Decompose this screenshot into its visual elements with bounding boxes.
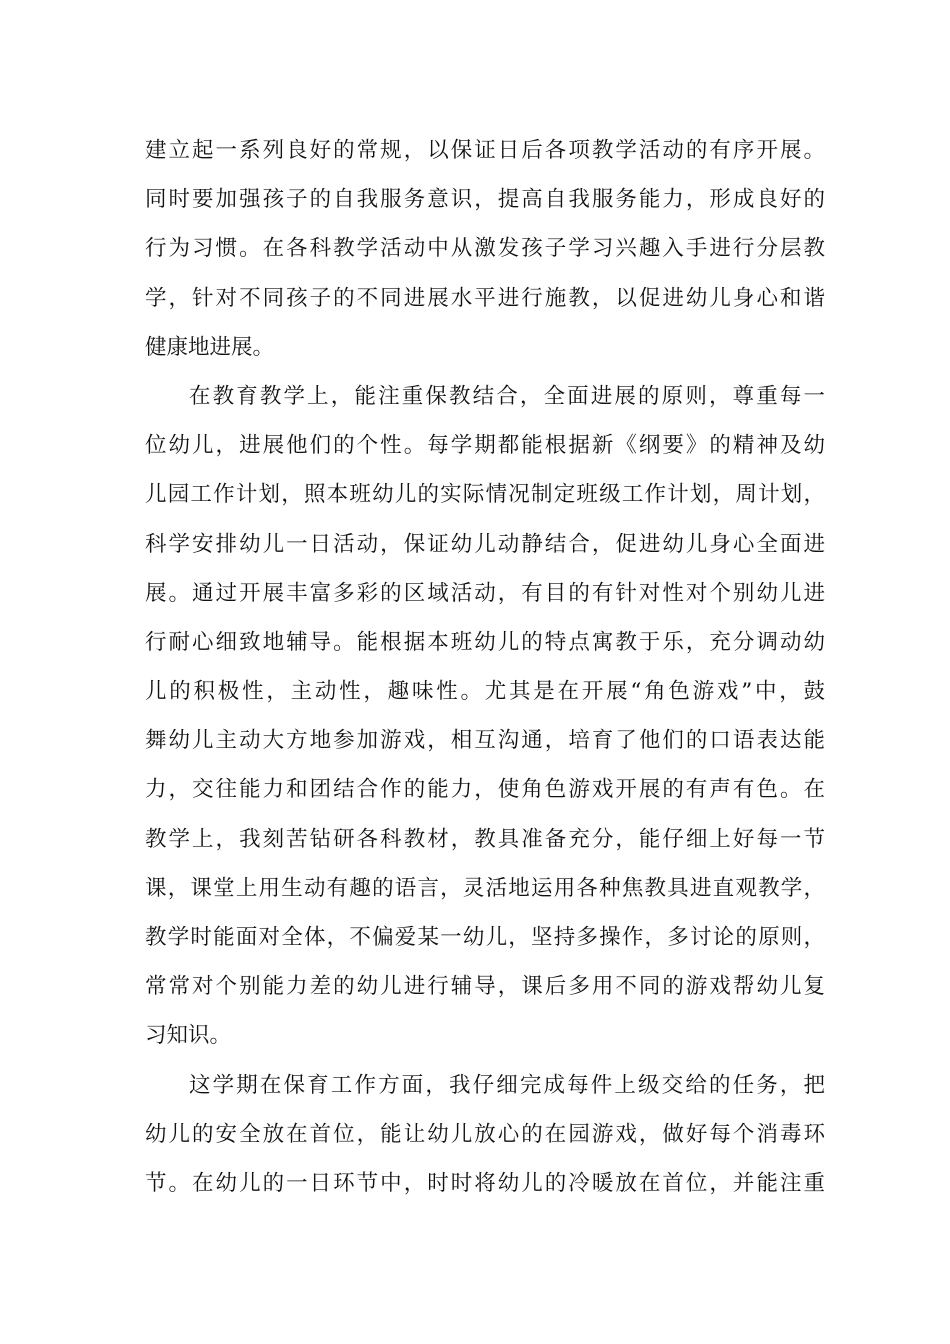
- text-line: 这学期在保育工作方面，我仔细完成每件上级交给的任务，把: [189, 1072, 825, 1098]
- text-line: 教学时能面对全体，不偏爱某一幼儿，坚持多操作，多讨论的原则，: [145, 925, 825, 950]
- text-line: 展。通过开展丰富多彩的区域活动，有目的有针对性对个别幼儿进: [145, 580, 825, 606]
- text-line: 科学安排幼儿一日活动，保证幼儿动静结合，促进幼儿身心全面进: [145, 531, 825, 557]
- text-line: 建立起一系列良好的常规，以保证日后各项教学活动的有序开展。: [145, 138, 825, 163]
- text-line: 教学上，我刻苦钻研各科教材，教具准备充分，能仔细上好每一节: [145, 826, 825, 852]
- text-line: 习知识。: [145, 1023, 232, 1049]
- text-line: 学，针对不同孩子的不同进展水平进行施教，以促进幼儿身心和谐: [145, 285, 825, 311]
- text-line: 儿园工作计划，照本班幼儿的实际情况制定班级工作计划，周计划，: [145, 482, 825, 508]
- text-line: 位幼儿，进展他们的个性。每学期都能根据新《纲要》的精神及幼: [145, 433, 825, 459]
- text-line: 健康地进展。: [145, 334, 275, 360]
- text-line: 力，交往能力和团结合作的能力，使角色游戏开展的有声有色。在: [145, 777, 825, 803]
- text-line: 舞幼儿主动大方地参加游戏，相互沟通，培育了他们的口语表达能: [145, 728, 825, 754]
- text-line: 在教育教学上，能注重保教结合，全面进展的原则，尊重每一: [189, 383, 825, 409]
- text-line: 儿的积极性，主动性，趣味性。尤其是在开展“角色游戏”中，鼓: [145, 679, 825, 705]
- text-line: 同时要加强孩子的自我服务意识，提高自我服务能力，形成良好的: [145, 187, 825, 213]
- body-text: [145, 126, 825, 1208]
- text-line: 行为习惯。在各科教学活动中从激发孩子学习兴趣入手进行分层教: [145, 236, 825, 262]
- text-line: 幼儿的安全放在首位，能让幼儿放心的在园游戏，做好每个消毒环: [145, 1121, 825, 1147]
- text-line: 节。在幼儿的一日环节中，时时将幼儿的冷暖放在首位，并能注重: [145, 1170, 825, 1196]
- text-line: 行耐心细致地辅导。能根据本班幼儿的特点寓教于乐，充分调动幼: [145, 629, 825, 655]
- text-line: 课，课堂上用生动有趣的语言，灵活地运用各种焦教具进直观教学，: [145, 875, 825, 901]
- text-line: 常常对个别能力差的幼儿进行辅导，课后多用不同的游戏帮幼儿复: [145, 974, 825, 1000]
